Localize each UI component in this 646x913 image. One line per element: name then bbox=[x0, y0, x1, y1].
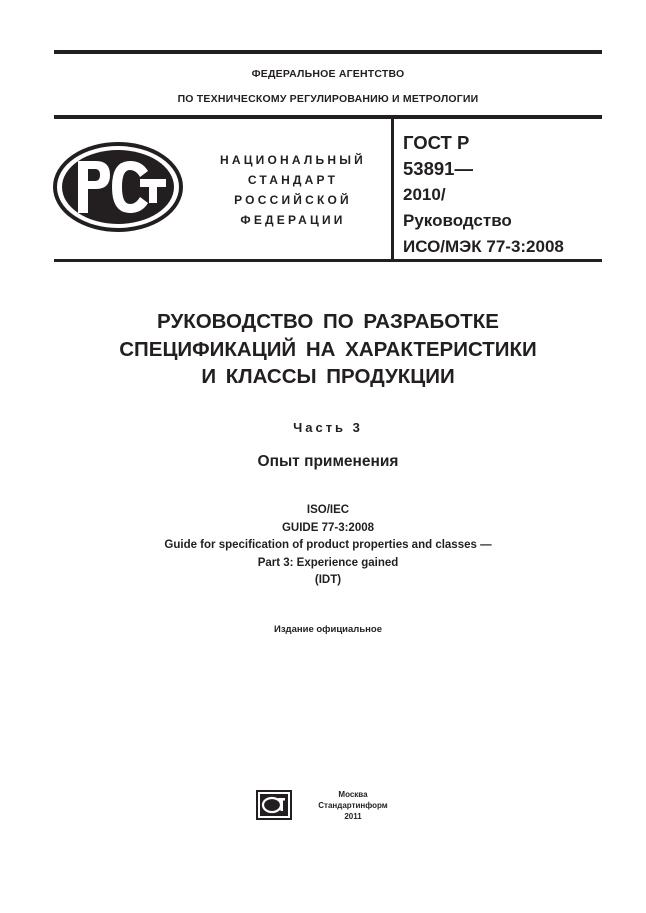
national-standard-label bbox=[200, 150, 386, 230]
edition-label: Издание официальное bbox=[274, 624, 382, 635]
national-standard-line-1: НАЦИОНАЛЬНЫЙ bbox=[219, 153, 367, 167]
publisher-name: Стандартинформ bbox=[318, 801, 388, 810]
national-standard-line-2: СТАНДАРТ bbox=[247, 173, 339, 187]
publisher-imprint bbox=[298, 789, 408, 822]
title-line-1: РУКОВОДСТВО ПО РАЗРАБОТКЕ bbox=[157, 310, 499, 333]
national-standard-line-3: РОССИЙСКОЙ bbox=[234, 193, 352, 207]
gost-r-certification-mark-icon bbox=[52, 141, 184, 233]
part-number: Часть 3 bbox=[293, 420, 363, 435]
designation-line-3: 2010/ bbox=[403, 185, 446, 204]
document-title bbox=[54, 308, 602, 391]
standard-designation bbox=[403, 130, 603, 260]
publisher-year: 2011 bbox=[344, 812, 362, 821]
iso-reference bbox=[54, 502, 602, 590]
designation-line-4: Руководство bbox=[403, 211, 512, 230]
top-rule bbox=[54, 50, 602, 54]
national-standard-line-4: ФЕДЕРАЦИИ bbox=[240, 213, 346, 227]
designation-divider bbox=[391, 115, 394, 261]
iso-line-2: GUIDE 77-3:2008 bbox=[281, 521, 375, 534]
publisher-city: Москва bbox=[338, 790, 368, 799]
agency-line-1: ФЕДЕРАЛЬНОЕ АГЕНТСТВО bbox=[251, 68, 405, 80]
iso-line-5: (IDT) bbox=[314, 574, 342, 586]
iso-line-3: Guide for specification of product properties and classes — bbox=[164, 539, 492, 551]
iso-line-1: ISO/IEC bbox=[306, 504, 350, 516]
agency-line-2: ПО ТЕХНИЧЕСКОМУ РЕГУЛИРОВАНИЮ И МЕТРОЛОГИИ bbox=[177, 93, 479, 105]
title-line-3: И КЛАССЫ ПРОДУКЦИИ bbox=[201, 365, 455, 388]
designation-line-2: 53891— bbox=[403, 158, 473, 179]
title-line-2: СПЕЦИФИКАЦИЙ НА ХАРАКТЕРИСТИКИ bbox=[119, 337, 537, 361]
designation-line-1: ГОСТ Р bbox=[403, 132, 470, 153]
iso-line-4: Part 3: Experience gained bbox=[257, 556, 399, 569]
header-rule bbox=[54, 115, 602, 119]
document-subtitle: Опыт применения bbox=[257, 453, 399, 470]
designation-line-5: ИСО/МЭК 77-3:2008 bbox=[403, 237, 564, 256]
standartinform-logo-icon bbox=[256, 790, 292, 820]
